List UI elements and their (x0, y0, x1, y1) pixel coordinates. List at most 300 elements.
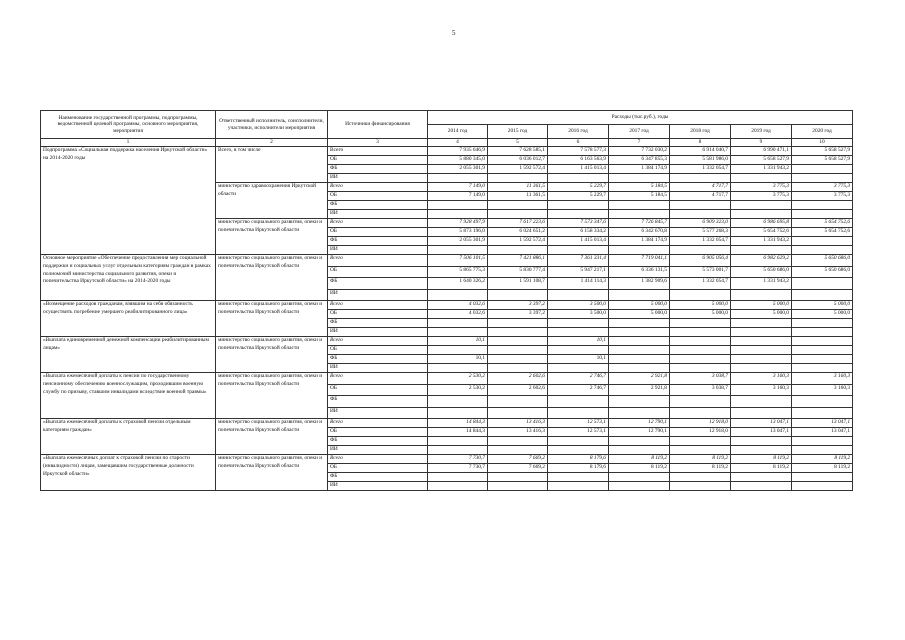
amount-cell (609, 364, 670, 373)
amount-cell (609, 437, 670, 446)
amount-cell: 3 775,3 (731, 192, 792, 201)
amount-cell (548, 437, 609, 446)
amount-cell (670, 355, 731, 364)
source-cell: Всего (328, 147, 428, 156)
amount-cell (548, 289, 609, 301)
amount-cell: 5 000,0 (792, 310, 853, 319)
source-cell: ИИ (328, 174, 428, 183)
header-column-number: 3 (328, 139, 428, 147)
page-number: 5 (452, 29, 456, 37)
amount-cell: 1 415 013,4 (548, 165, 609, 174)
amount-cell (792, 482, 853, 491)
amount-cell: 7 669,2 (488, 455, 548, 464)
amount-cell: 7 506 101,5 (428, 255, 488, 267)
amount-cell: 3 160,3 (792, 384, 853, 396)
amount-cell (731, 289, 792, 301)
amount-cell (792, 165, 853, 174)
amount-cell: 13 416,3 (488, 428, 548, 437)
source-cell: ФБ (328, 396, 428, 408)
header-responsible: Ответственный исполнитель, соисполнители, участники, исполнители мероприятия (216, 111, 328, 139)
amount-cell (609, 396, 670, 408)
amount-cell (428, 246, 488, 255)
amount-cell (428, 346, 488, 355)
amount-cell (731, 407, 792, 419)
amount-cell (670, 246, 731, 255)
amount-cell: 7 617 223,6 (488, 219, 548, 228)
amount-cell: 7 578 577,3 (548, 147, 609, 156)
amount-cell (609, 407, 670, 419)
responsible-cell: Всего, в том числе (216, 147, 328, 183)
amount-cell (670, 289, 731, 301)
amount-cell: 7 628 585,1 (488, 147, 548, 156)
amount-cell (428, 396, 488, 408)
header-name: Наименование государственной программы, подпрограммы, ведомственной целевой программы, основного мероприятия, мероприятия (41, 111, 216, 139)
amount-cell (488, 174, 548, 183)
responsible-cell: министерство социального развития, опеки и попечительства Иркутской области (216, 337, 328, 373)
amount-cell: 5 658 527,9 (792, 156, 853, 165)
responsible-cell: министерство социального развития, опеки и попечительства Иркутской области (216, 373, 328, 419)
amount-cell: 5 654 752,6 (792, 228, 853, 237)
responsible-cell: министерство социального развития, опеки и попечительства Иркутской области (216, 455, 328, 491)
header-year: 2018 год (670, 125, 731, 139)
amount-cell: 5 000,0 (670, 301, 731, 310)
amount-cell (792, 355, 853, 364)
source-cell: Всего (328, 373, 428, 385)
amount-cell (428, 437, 488, 446)
amount-cell: 5 658 527,9 (731, 156, 792, 165)
amount-cell (792, 437, 853, 446)
source-cell: ОБ (328, 384, 428, 396)
source-cell: ОБ (328, 346, 428, 355)
amount-cell: 10,1 (548, 337, 609, 346)
amount-cell: 1 414 114,3 (548, 278, 609, 290)
amount-cell (488, 437, 548, 446)
amount-cell: 5 000,0 (731, 310, 792, 319)
amount-cell (731, 210, 792, 219)
amount-cell (670, 201, 731, 210)
amount-cell: 3 775,3 (731, 183, 792, 192)
amount-cell (609, 446, 670, 455)
amount-cell (670, 437, 731, 446)
amount-cell (488, 446, 548, 455)
amount-cell (548, 364, 609, 373)
table-header (41, 111, 853, 147)
amount-cell: 8 119,2 (731, 455, 792, 464)
amount-cell: 4 717,7 (670, 192, 731, 201)
amount-cell (609, 289, 670, 301)
amount-cell (548, 201, 609, 210)
amount-cell: 3 775,3 (792, 183, 853, 192)
amount-cell: 6 982 629,2 (731, 255, 792, 267)
amount-cell (548, 246, 609, 255)
amount-cell (548, 396, 609, 408)
source-cell: ОБ (328, 192, 428, 201)
source-cell: ФБ (328, 165, 428, 174)
amount-cell: 6 024 651,2 (488, 228, 548, 237)
amount-cell (428, 319, 488, 328)
amount-cell (670, 328, 731, 337)
program-name-cell: Основное мероприятие «Обеспечение предоставления мер социальной поддержки и социальных услуг отдельным категориям граждан в рамках полномочий министерства социального развития, опеки и попечительства Иркутской области» на 2014-2020 годы (41, 255, 216, 301)
amount-cell: 2 530,2 (428, 373, 488, 385)
amount-cell (670, 337, 731, 346)
amount-cell (428, 473, 488, 482)
amount-cell: 13 047,1 (731, 428, 792, 437)
source-cell: ОБ (328, 156, 428, 165)
amount-cell (428, 289, 488, 301)
amount-cell: 12 573,1 (548, 428, 609, 437)
header-year: 2014 год (428, 125, 488, 139)
amount-cell: 5 650 686,0 (792, 266, 853, 278)
header-column-number: 2 (216, 139, 328, 147)
amount-cell (670, 364, 731, 373)
amount-cell: 5 880 345,0 (428, 156, 488, 165)
table-row (41, 419, 853, 428)
source-cell: ОБ (328, 266, 428, 278)
amount-cell: 3 160,3 (731, 373, 792, 385)
amount-cell: 11 361,5 (488, 183, 548, 192)
amount-cell (488, 396, 548, 408)
amount-cell: 5 830 777,4 (488, 266, 548, 278)
header-column-number: 6 (548, 139, 609, 147)
amount-cell: 5 873 196,0 (428, 228, 488, 237)
source-cell: ФБ (328, 319, 428, 328)
responsible-cell: министерство социального развития, опеки и попечительства Иркутской области (216, 419, 328, 455)
header-column-number: 7 (609, 139, 670, 147)
amount-cell (792, 237, 853, 246)
source-cell: ОБ (328, 428, 428, 437)
header-expenses: Расходы (тыс.руб.), годы (428, 111, 853, 125)
amount-cell: 2 746,7 (548, 384, 609, 396)
amount-cell: 1 592 572,4 (488, 237, 548, 246)
amount-cell: 3 397,2 (488, 310, 548, 319)
amount-cell (731, 437, 792, 446)
amount-cell (428, 328, 488, 337)
source-cell: Всего (328, 255, 428, 267)
amount-cell: 7 730,7 (428, 464, 488, 473)
amount-cell (488, 407, 548, 419)
table-row (41, 337, 853, 346)
amount-cell: 11 361,5 (488, 192, 548, 201)
amount-cell (731, 246, 792, 255)
amount-cell: 1 332 054,7 (670, 278, 731, 290)
amount-cell (428, 174, 488, 183)
amount-cell: 6 342 670,8 (609, 228, 670, 237)
amount-cell: 12 790,1 (609, 428, 670, 437)
amount-cell (488, 210, 548, 219)
program-name-cell: «Выплата ежемесячной доплаты к пенсии по государственному пенсионному обеспечению военнослужащим, проходившим военную службу по призыву, ставшим инвалидами вследствие военной травмы» (41, 373, 216, 419)
table-row (41, 301, 853, 310)
amount-cell (428, 407, 488, 419)
amount-cell (792, 364, 853, 373)
program-name-cell: «Возмещение расходов гражданам, взявшим на себя обязанность осуществить погребение умершего реабилитированного лица» (41, 301, 216, 337)
amount-cell (731, 174, 792, 183)
amount-cell: 7 730,7 (428, 455, 488, 464)
amount-cell (428, 446, 488, 455)
amount-cell (609, 328, 670, 337)
amount-cell: 7 719 041,1 (609, 255, 670, 267)
amount-cell: 13 047,1 (792, 419, 853, 428)
amount-cell (548, 319, 609, 328)
amount-cell (428, 364, 488, 373)
amount-cell (731, 364, 792, 373)
amount-cell: 8 119,2 (609, 464, 670, 473)
amount-cell (731, 355, 792, 364)
source-cell: Всего (328, 301, 428, 310)
amount-cell: 6 347 855,3 (609, 156, 670, 165)
table-row (41, 255, 853, 267)
amount-cell: 1 384 174,9 (609, 165, 670, 174)
responsible-cell: министерство социального развития, опеки и попечительства Иркутской области (216, 301, 328, 337)
header-column-number: 9 (731, 139, 792, 147)
source-cell: ФБ (328, 237, 428, 246)
amount-cell (731, 337, 792, 346)
amount-cell: 5 000,0 (609, 301, 670, 310)
amount-cell (428, 482, 488, 491)
amount-cell: 5 658 527,9 (792, 147, 853, 156)
amount-cell (609, 201, 670, 210)
amount-cell: 5 000,0 (670, 310, 731, 319)
amount-cell: 5 184,5 (609, 183, 670, 192)
program-name-cell: «Выплата ежемесячных доплат к страховой пенсии по старости (инвалидности) лицам, замещавшим государственные должности Иркутской области» (41, 455, 216, 491)
source-cell: ФБ (328, 437, 428, 446)
amount-cell: 12 573,1 (548, 419, 609, 428)
header-column-number: 8 (670, 139, 731, 147)
amount-cell: 14 844,3 (428, 419, 488, 428)
amount-cell: 8 119,2 (609, 455, 670, 464)
amount-cell: 5 947 217,1 (548, 266, 609, 278)
responsible-cell: министерство социального развития, опеки и попечительства Иркутской области (216, 219, 328, 255)
amount-cell (548, 446, 609, 455)
amount-cell: 6 336 131,5 (609, 266, 670, 278)
amount-cell (548, 482, 609, 491)
amount-cell: 14 844,3 (428, 428, 488, 437)
amount-cell: 6 036 012,7 (488, 156, 548, 165)
amount-cell: 7 421 886,1 (488, 255, 548, 267)
amount-cell: 1 384 174,9 (609, 237, 670, 246)
amount-cell: 12 918,0 (670, 428, 731, 437)
amount-cell: 3 775,3 (792, 192, 853, 201)
amount-cell (731, 346, 792, 355)
amount-cell: 13 416,3 (488, 419, 548, 428)
amount-cell (609, 482, 670, 491)
amount-cell: 5 577 268,3 (670, 228, 731, 237)
amount-cell (548, 473, 609, 482)
source-cell: ИИ (328, 210, 428, 219)
amount-cell: 7 732 030,2 (609, 147, 670, 156)
amount-cell (792, 319, 853, 328)
amount-cell: 4 717,7 (670, 183, 731, 192)
amount-cell (731, 201, 792, 210)
amount-cell (792, 289, 853, 301)
amount-cell (428, 201, 488, 210)
table-body (41, 147, 853, 491)
amount-cell (609, 337, 670, 346)
amount-cell: 5 000,0 (792, 301, 853, 310)
amount-cell: 12 790,1 (609, 419, 670, 428)
amount-cell (428, 210, 488, 219)
amount-cell (609, 346, 670, 355)
source-cell: ФБ (328, 355, 428, 364)
source-cell: ОБ (328, 464, 428, 473)
amount-cell (488, 246, 548, 255)
amount-cell (488, 337, 548, 346)
amount-cell (792, 396, 853, 408)
amount-cell (792, 337, 853, 346)
amount-cell (548, 407, 609, 419)
amount-cell (548, 346, 609, 355)
amount-cell (609, 246, 670, 255)
amount-cell: 5 654 752,6 (792, 219, 853, 228)
amount-cell: 3 160,3 (792, 373, 853, 385)
amount-cell (488, 289, 548, 301)
amount-cell: 5 000,0 (731, 301, 792, 310)
source-cell: ИИ (328, 246, 428, 255)
header-source: Источники финансирования (328, 111, 428, 139)
amount-cell (670, 319, 731, 328)
table-row (41, 147, 853, 156)
amount-cell: 12 918,0 (670, 419, 731, 428)
amount-cell (670, 396, 731, 408)
amount-cell: 7 928 497,9 (428, 219, 488, 228)
amount-cell: 5 650 686,0 (731, 266, 792, 278)
header-year: 2019 год (731, 125, 792, 139)
budget-table (40, 110, 853, 491)
amount-cell: 2 746,7 (548, 373, 609, 385)
amount-cell: 7 726 845,7 (609, 219, 670, 228)
responsible-cell: министерство здравоохранения Иркутской области (216, 183, 328, 219)
source-cell: ИИ (328, 446, 428, 455)
table-row (41, 373, 853, 385)
amount-cell (488, 319, 548, 328)
amount-cell (548, 328, 609, 337)
amount-cell: 3 500,0 (548, 310, 609, 319)
amount-cell: 13 047,1 (731, 419, 792, 428)
amount-cell: 6 905 056,4 (670, 255, 731, 267)
source-cell: ИИ (328, 328, 428, 337)
program-name-cell: «Выплата единовременной денежной компенсации реабилитированным лицам» (41, 337, 216, 373)
source-cell: ОБ (328, 228, 428, 237)
source-cell: ФБ (328, 473, 428, 482)
amount-cell (670, 210, 731, 219)
amount-cell (488, 328, 548, 337)
amount-cell: 2 055 301,9 (428, 237, 488, 246)
amount-cell (670, 446, 731, 455)
amount-cell (609, 174, 670, 183)
amount-cell (792, 246, 853, 255)
amount-cell: 1 331 943,2 (731, 165, 792, 174)
amount-cell: 7 669,2 (488, 464, 548, 473)
amount-cell (670, 473, 731, 482)
amount-cell (548, 174, 609, 183)
source-cell: ИИ (328, 364, 428, 373)
amount-cell (488, 473, 548, 482)
amount-cell: 8 179,6 (548, 455, 609, 464)
source-cell: Всего (328, 183, 428, 192)
amount-cell: 8 119,2 (670, 464, 731, 473)
amount-cell: 7 573 347,6 (548, 219, 609, 228)
amount-cell: 6 914 040,7 (670, 147, 731, 156)
amount-cell: 3 397,2 (488, 301, 548, 310)
amount-cell (609, 355, 670, 364)
amount-cell: 8 119,2 (792, 455, 853, 464)
amount-cell: 10,1 (548, 355, 609, 364)
amount-cell: 7 149,0 (428, 192, 488, 201)
amount-cell: 3 038,7 (670, 384, 731, 396)
source-cell: ИИ (328, 482, 428, 491)
amount-cell: 8 119,2 (792, 464, 853, 473)
amount-cell: 10,1 (428, 355, 488, 364)
amount-cell: 5 229,7 (548, 183, 609, 192)
amount-cell: 7 361 331,4 (548, 255, 609, 267)
amount-cell: 7 935 646,9 (428, 147, 488, 156)
amount-cell (488, 346, 548, 355)
amount-cell (609, 210, 670, 219)
amount-cell: 1 332 054,7 (670, 237, 731, 246)
amount-cell (548, 210, 609, 219)
amount-cell: 1 640 326,2 (428, 278, 488, 290)
amount-cell (792, 407, 853, 419)
amount-cell: 3 038,7 (670, 373, 731, 385)
program-name-cell: «Выплата ежемесячной доплаты к страховой пенсии отдельным категориям граждан» (41, 419, 216, 455)
amount-cell: 6 163 563,9 (548, 156, 609, 165)
source-cell: Всего (328, 455, 428, 464)
amount-cell: 8 119,2 (670, 455, 731, 464)
amount-cell (609, 319, 670, 328)
amount-cell (731, 473, 792, 482)
amount-cell: 3 500,0 (548, 301, 609, 310)
amount-cell: 2 530,2 (428, 384, 488, 396)
amount-cell: 13 047,1 (792, 428, 853, 437)
header-year: 2017 год (609, 125, 670, 139)
amount-cell: 1 332 054,7 (670, 165, 731, 174)
header-year: 2015 год (488, 125, 548, 139)
amount-cell: 2 602,6 (488, 384, 548, 396)
amount-cell: 1 331 943,2 (731, 278, 792, 290)
amount-cell: 4 032,6 (428, 310, 488, 319)
amount-cell: 5 581 986,0 (670, 156, 731, 165)
amount-cell (488, 201, 548, 210)
header-column-number: 10 (792, 139, 853, 147)
amount-cell: 7 149,0 (428, 183, 488, 192)
amount-cell: 8 179,6 (548, 464, 609, 473)
amount-cell (792, 210, 853, 219)
amount-cell: 3 160,3 (731, 384, 792, 396)
amount-cell (792, 346, 853, 355)
header-year: 2020 год (792, 125, 853, 139)
amount-cell (792, 446, 853, 455)
amount-cell: 1 331 943,2 (731, 237, 792, 246)
amount-cell (792, 328, 853, 337)
source-cell: Всего (328, 419, 428, 428)
source-cell: ИИ (328, 289, 428, 301)
amount-cell: 1 592 572,4 (488, 165, 548, 174)
amount-cell: 1 591 108,7 (488, 278, 548, 290)
amount-cell: 6 986 695,8 (731, 219, 792, 228)
amount-cell: 6 158 334,2 (548, 228, 609, 237)
amount-cell (792, 201, 853, 210)
amount-cell: 5 184,5 (609, 192, 670, 201)
amount-cell (670, 482, 731, 491)
amount-cell: 2 921,8 (609, 373, 670, 385)
table-row (41, 455, 853, 464)
amount-cell (792, 278, 853, 290)
amount-cell: 5 229,7 (548, 192, 609, 201)
amount-cell: 10,1 (428, 337, 488, 346)
amount-cell (488, 355, 548, 364)
responsible-cell: министерство социального развития, опеки и попечительства Иркутской области (216, 255, 328, 301)
header-year: 2016 год (548, 125, 609, 139)
amount-cell: 5 000,0 (609, 310, 670, 319)
